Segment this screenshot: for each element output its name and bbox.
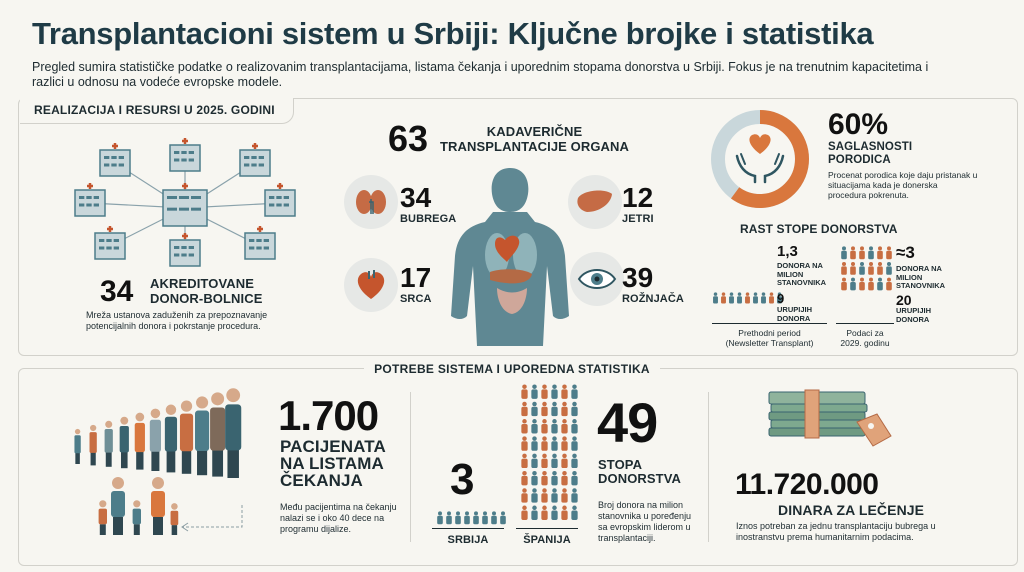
previous-baseline xyxy=(712,323,827,324)
waiting-person-icon xyxy=(105,421,113,467)
needs-section-label-wrap xyxy=(0,360,1024,378)
spain-label: ŠPANIJA xyxy=(523,534,571,546)
person-icon xyxy=(541,384,547,398)
person-icon xyxy=(437,511,443,524)
waiting-person-icon xyxy=(180,400,193,473)
person-icon xyxy=(877,278,883,291)
person-icon xyxy=(571,436,577,450)
person-icon xyxy=(850,246,856,259)
person-icon xyxy=(561,419,567,433)
person-icon xyxy=(729,292,734,303)
waiting-description: Među pacijentima na čekanju nalazi se i oko 40 dece na programu dijalize. xyxy=(280,502,397,534)
family-member-icon xyxy=(171,503,179,535)
hospital-icon xyxy=(75,183,105,216)
hospitals-label: AKREDITOVANE DONOR-BOLNICE xyxy=(150,276,263,306)
consent-donut-chart xyxy=(705,104,815,214)
comparison-label: STOPA DONORSTVA xyxy=(598,457,681,486)
corneas-count: 39 xyxy=(622,262,654,293)
person-icon xyxy=(464,511,470,524)
person-icon xyxy=(561,436,567,450)
hospitals-description: Mreža ustanova zaduženih za prepoznavanje potencijalnih donora i pokrstanje procedura. xyxy=(86,310,268,331)
kidneys-label: BUBREGA xyxy=(400,213,457,225)
person-icon xyxy=(868,262,874,275)
waiting-label: PACIJENATA NA LISTAMA ČEKANJA xyxy=(280,437,386,490)
hospitals-count: 34 xyxy=(100,275,134,308)
cost-description: Iznos potreban za jednu transplantaciju bubrega u inostranstvu prema humanitarnim podacima. xyxy=(736,521,936,542)
person-icon xyxy=(531,419,537,433)
divider-2 xyxy=(708,392,709,542)
person-icon xyxy=(850,262,856,275)
hospital-icon xyxy=(100,143,130,176)
person-icon xyxy=(561,454,567,468)
future-rate-label: DONORA NA MILION STANOVNIKA xyxy=(896,264,946,290)
person-icon xyxy=(551,436,557,450)
person-icon xyxy=(473,511,479,524)
divider-1 xyxy=(410,392,411,542)
person-icon xyxy=(551,454,557,468)
person-icon xyxy=(551,419,557,433)
livers-label: JETRI xyxy=(622,213,654,225)
hospital-icon xyxy=(245,226,275,259)
person-icon xyxy=(841,262,847,275)
person-icon xyxy=(446,511,452,524)
transplants-label: KADAVERIČNE TRANSPLANTACIJE ORGANA xyxy=(440,124,630,154)
person-icon xyxy=(571,488,577,502)
human-body-icon xyxy=(445,160,575,355)
consent-description: Procenat porodica koje daju pristanak u situacijama kada je donerska procedura pokrenuta. xyxy=(828,170,978,200)
previous-donors-group xyxy=(712,292,784,311)
person-icon xyxy=(841,278,847,291)
person-icon xyxy=(571,419,577,433)
person-icon xyxy=(571,471,577,485)
kidneys-count: 34 xyxy=(400,182,432,213)
person-icon xyxy=(761,292,766,303)
cost-value: 11.720.000 xyxy=(735,468,879,501)
person-icon xyxy=(521,402,527,416)
spain-donors-group xyxy=(520,384,580,527)
person-icon xyxy=(531,436,537,450)
person-icon xyxy=(541,471,547,485)
person-icon xyxy=(531,471,537,485)
corneas-label: ROŽNJAČA xyxy=(622,293,684,305)
transplants-count: 63 xyxy=(388,118,429,159)
person-icon xyxy=(859,262,865,275)
dashed-arrow-icon xyxy=(180,505,250,535)
person-icon xyxy=(868,246,874,259)
kidney-icon xyxy=(344,175,398,229)
person-icon xyxy=(541,402,547,416)
hospital-icon xyxy=(265,183,295,216)
person-icon xyxy=(521,419,527,433)
serbia-value: 3 xyxy=(450,455,475,504)
person-icon xyxy=(859,278,865,291)
person-icon xyxy=(713,292,718,303)
eye-icon xyxy=(570,252,624,306)
person-icon xyxy=(886,246,892,259)
money-stack-icon xyxy=(765,382,895,462)
previous-count: 9 xyxy=(777,291,785,306)
future-donors-group xyxy=(840,246,894,298)
person-icon xyxy=(541,454,547,468)
future-count: 20 xyxy=(896,292,912,308)
person-icon xyxy=(561,506,567,520)
heart-icon xyxy=(344,258,398,312)
person-icon xyxy=(531,454,537,468)
person-icon xyxy=(868,278,874,291)
resources-section-label: REALIZACIJA I RESURSI U 2025. GODINI xyxy=(20,98,294,124)
growth-title: RAST STOPE DONORSTVA xyxy=(740,222,898,236)
person-icon xyxy=(551,384,557,398)
care-hands-icon xyxy=(737,134,783,182)
waiting-person-icon xyxy=(120,417,129,468)
serbia-label: SRBIJA xyxy=(447,534,489,546)
comparison-description: Broj donora na milion stanovnika u poređenju sa evropskim liderom u transplantaciji. xyxy=(598,500,692,543)
person-icon xyxy=(521,471,527,485)
person-icon xyxy=(859,246,865,259)
person-icon xyxy=(571,384,577,398)
family-member-icon xyxy=(133,500,141,535)
hospital-icon xyxy=(240,143,270,176)
previous-caption: Prethodni period (Newsletter Transplant) xyxy=(725,328,814,348)
person-icon xyxy=(521,488,527,502)
person-icon xyxy=(551,402,557,416)
family-member-icon xyxy=(151,477,165,535)
person-icon xyxy=(571,454,577,468)
page-title: Transplantacioni sistem u Srbiji: Ključne brojke i statistika xyxy=(32,16,874,51)
future-caption: Podaci za 2029. godinu xyxy=(840,328,890,348)
waiting-person-icon xyxy=(210,392,225,476)
person-icon xyxy=(877,262,883,275)
person-icon xyxy=(551,488,557,502)
person-icon xyxy=(500,511,506,524)
livers-count: 12 xyxy=(622,182,654,213)
hospital-icon xyxy=(95,226,125,259)
hearts-count: 17 xyxy=(400,262,432,293)
person-icon xyxy=(877,246,883,259)
person-icon xyxy=(721,292,726,303)
waiting-person-icon xyxy=(135,413,145,470)
waiting-person-icon xyxy=(225,388,241,478)
person-icon xyxy=(737,292,742,303)
family-member-icon xyxy=(111,477,125,535)
hospital-network-icon xyxy=(55,138,315,278)
person-icon xyxy=(521,454,527,468)
person-icon xyxy=(571,506,577,520)
person-icon xyxy=(841,246,847,259)
needs-section-label: POTREBE SISTEMA I UPOREDNA STATISTIKA xyxy=(364,362,660,376)
hospital-icon xyxy=(170,138,200,171)
hearts-label: SRCA xyxy=(400,293,432,305)
person-icon xyxy=(521,436,527,450)
waiting-person-icon xyxy=(90,425,97,466)
person-icon xyxy=(531,488,537,502)
spain-baseline xyxy=(516,528,578,529)
serbia-baseline xyxy=(432,528,504,529)
waiting-person-icon xyxy=(74,429,80,464)
person-icon xyxy=(531,506,537,520)
previous-rate-label: DONORA NA MILION STANOVNIKA xyxy=(777,261,827,287)
person-icon xyxy=(561,384,567,398)
person-icon xyxy=(521,506,527,520)
waiting-count: 1.700 xyxy=(278,392,379,439)
cost-label: DINARA ZA LEČENJE xyxy=(778,502,925,518)
person-icon xyxy=(886,262,892,275)
person-icon xyxy=(531,402,537,416)
person-icon xyxy=(521,384,527,398)
intro-text: Pregled sumira statističke podatke o realizovanim transplantacijama, listama čekanja i uporednim stopama donorstva u Srbiji. Fokus je na trenutnim kapacitetima i razlici u odnosu na vodeće evropske modele. xyxy=(32,60,929,89)
future-count-label: URUPIJIH DONORA xyxy=(896,306,932,324)
person-icon xyxy=(541,506,547,520)
person-icon xyxy=(491,511,497,524)
previous-count-label: URUPIJIH DONORA xyxy=(777,305,813,323)
waiting-person-icon xyxy=(150,409,161,471)
liver-icon xyxy=(568,175,622,229)
person-icon xyxy=(482,511,488,524)
family-member-icon xyxy=(99,500,107,535)
consent-value: 60% xyxy=(828,108,889,141)
future-baseline xyxy=(836,323,894,324)
consent-label: SAGLASNOSTI PORODICA xyxy=(828,141,913,166)
person-icon xyxy=(745,292,750,303)
future-rate: ≈3 xyxy=(896,243,915,262)
person-icon xyxy=(541,419,547,433)
hospital-icon xyxy=(163,183,207,226)
person-icon xyxy=(455,511,461,524)
person-icon xyxy=(541,488,547,502)
person-icon xyxy=(541,436,547,450)
person-icon xyxy=(551,471,557,485)
person-icon xyxy=(850,278,856,291)
person-icon xyxy=(561,402,567,416)
person-icon xyxy=(886,278,892,291)
waiting-person-icon xyxy=(165,405,177,473)
person-icon xyxy=(551,506,557,520)
hospital-icon xyxy=(170,233,200,266)
person-icon xyxy=(561,471,567,485)
person-icon xyxy=(531,384,537,398)
spain-value: 49 xyxy=(597,391,658,454)
person-icon xyxy=(769,292,774,303)
person-icon xyxy=(561,488,567,502)
waiting-person-icon xyxy=(195,396,209,475)
previous-rate: 1,3 xyxy=(777,243,798,260)
person-icon xyxy=(571,402,577,416)
person-icon xyxy=(753,292,758,303)
